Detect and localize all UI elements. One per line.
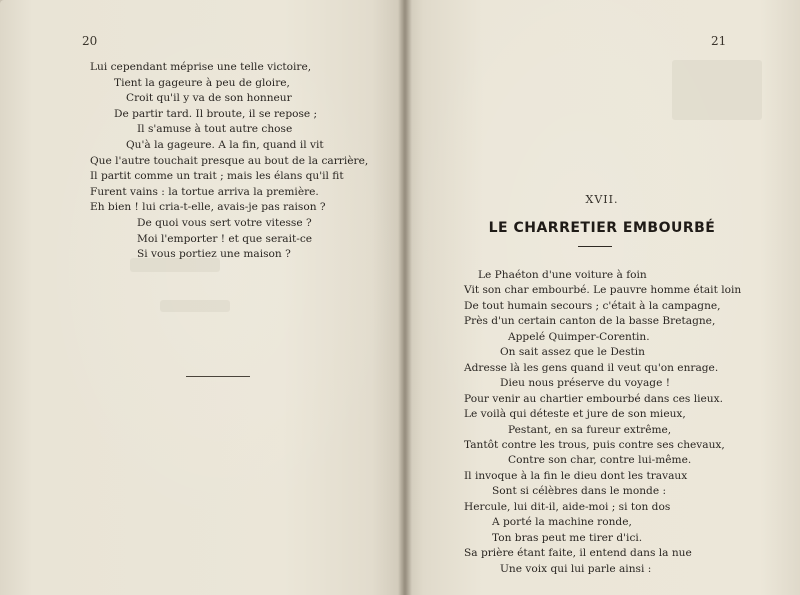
verse-line: Eh bien ! lui cria-t-elle, avais-je pas raison ? [90, 201, 326, 214]
verse-line: Tantôt contre les trous, puis contre ses chevaux, [464, 438, 725, 451]
verse-line: Hercule, lui dit-il, aide-moi ; si ton dos [464, 500, 671, 513]
verse-line: On sait assez que le Destin [500, 346, 645, 359]
title-rule [578, 246, 612, 247]
verse-line: Croit qu'il y va de son honneur [126, 92, 292, 105]
page-number-right: 21 [711, 34, 727, 48]
verse-line: Furent vains : la tortue arriva la première. [90, 185, 319, 198]
verse-line: Ton bras peut me tirer d'ici. [492, 531, 643, 544]
verse-line: De tout humain secours ; c'était à la campagne, [464, 299, 721, 312]
right-page [404, 0, 800, 595]
verse-line: Une voix qui lui parle ainsi : [500, 562, 652, 575]
verse-line: Vit son char embourbé. Le pauvre homme était loin [464, 284, 742, 297]
verse-line: Adresse là les gens quand il veut qu'on enrage. [464, 361, 719, 374]
show-through-smudge [130, 258, 220, 272]
fable-title: LE CHARRETIER EMBOURBÉ [488, 220, 716, 236]
fable-number: XVII. [585, 193, 619, 206]
book-gutter [398, 0, 412, 595]
verse-line: Si vous portiez une maison ? [137, 248, 291, 261]
verse-line: Pestant, en sa fureur extrême, [508, 423, 672, 436]
verse-line: Il s'amuse à tout autre chose [137, 123, 293, 136]
verse-line: Sont si célèbres dans le monde : [492, 485, 667, 498]
verse-line: Près d'un certain canton de la basse Bretagne, [464, 315, 716, 328]
verse-line: Le voilà qui déteste et jure de son mieux, [464, 408, 686, 421]
verse-line: A porté la machine ronde, [492, 516, 632, 529]
poem-continuation [0, 60, 368, 263]
verse-line: Appelé Quimper-Corentin. [508, 330, 650, 343]
show-through-smudge [160, 300, 230, 312]
verse-line: Dieu nous préserve du voyage ! [500, 377, 670, 390]
verse-line: Moi l'emporter ! et que serait-ce [137, 232, 313, 245]
verse-line: Il partit comme un trait ; mais les élans qu'il fit [90, 170, 344, 183]
verse-line: Lui cependant méprise une telle victoire, [90, 61, 312, 73]
verse-line: Le Phaéton d'une voiture à foin [478, 269, 647, 281]
page-number-left: 20 [82, 34, 98, 48]
verse-line: Pour venir au chartier embourbé dans ces lieux. [464, 392, 723, 405]
verse-line: Tient la gageure à peu de gloire, [114, 76, 290, 89]
verse-line: Contre son char, contre lui-même. [508, 454, 692, 467]
end-of-fable-rule [186, 376, 250, 377]
verse-line: Il invoque à la fin le dieu dont les travaux [464, 469, 688, 482]
verse-line: Qu'à la gageure. A la fin, quand il vit [126, 138, 324, 151]
verse-line: Que l'autre touchait presque au bout de la carrière, [90, 154, 369, 167]
show-through-smudge [672, 60, 762, 120]
fable-text [404, 268, 741, 577]
verse-line: De quoi vous sert votre vitesse ? [137, 216, 312, 229]
verse-line: Sa prière étant faite, il entend dans la nue [464, 547, 692, 560]
verse-line: De partir tard. Il broute, il se repose ; [114, 107, 318, 120]
